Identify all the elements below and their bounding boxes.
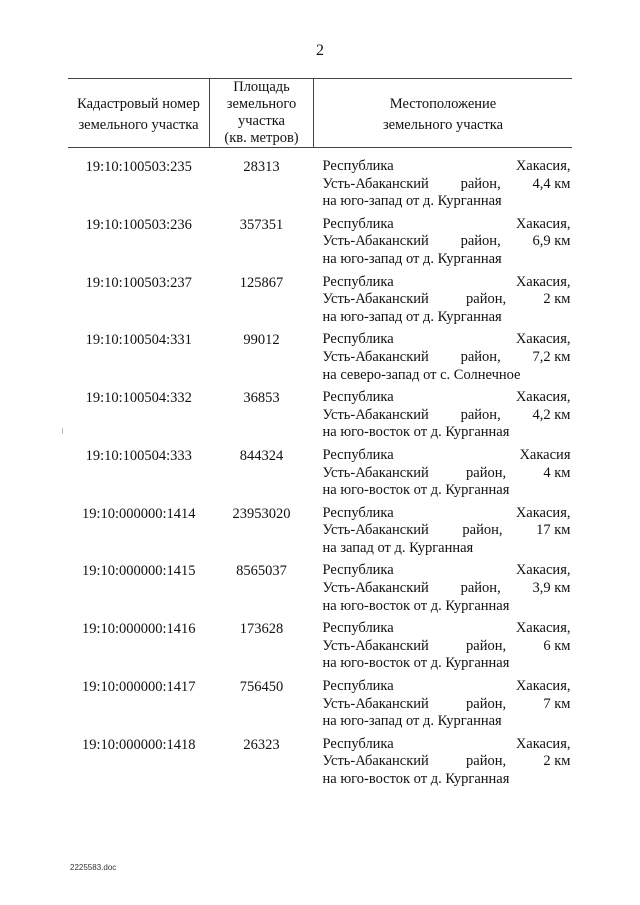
location-word: Усть-Абаканский: [322, 464, 429, 481]
header-line: земельного: [226, 96, 297, 112]
location-word: Республика: [322, 504, 394, 521]
location-word: 17 км: [536, 522, 571, 539]
cadastral-table: [68, 78, 572, 794]
location-word: Усть-Абаканский: [322, 637, 429, 654]
location-word: 6,9 км: [532, 233, 571, 250]
area-value: 844324: [239, 447, 284, 464]
location-word: Хакасия,: [515, 620, 571, 637]
location-line-3: на юго-запад от д. Курганная: [322, 713, 502, 730]
location-line-3: на запад от д. Курганная: [322, 539, 474, 556]
location-cell: [314, 447, 573, 505]
cadastral-number: 19:10:000000:1414: [81, 505, 196, 522]
location-word: Усть-Абаканский: [322, 348, 429, 365]
location-line-3: на юго-восток от д. Курганная: [322, 771, 510, 787]
header-line: участка: [237, 113, 285, 129]
location-cell: [314, 389, 573, 447]
cadastral-number: 19:10:000000:1415: [81, 563, 196, 580]
location-word: Республика: [322, 331, 394, 348]
location-word: район,: [462, 522, 503, 539]
table-row: [68, 389, 572, 447]
area-value: 36853: [243, 390, 280, 407]
header-line: Кадастровый номер: [77, 96, 200, 112]
area-value: 173628: [239, 621, 284, 638]
location-word: район,: [460, 175, 501, 192]
location-cell: [314, 562, 573, 620]
cadastral-number: 19:10:100504:333: [85, 447, 192, 464]
location-cell: [314, 505, 573, 563]
area-value: 357351: [239, 216, 284, 233]
location-line-1: [323, 562, 571, 580]
location-word: Республика: [322, 215, 394, 232]
location-word: район,: [466, 695, 507, 712]
location-word: Республика: [322, 389, 394, 406]
location-word: район,: [460, 580, 501, 597]
location-line-1: [323, 620, 571, 638]
location-cell: [314, 620, 573, 678]
header-area: [210, 79, 314, 148]
footer-filename: 2225583.doc: [70, 863, 117, 872]
header-line: земельного участка: [78, 117, 199, 133]
margin-mark: [62, 428, 63, 434]
location-word: Республика: [322, 158, 394, 174]
location-line-1: [323, 331, 571, 349]
location-line-1: [323, 736, 571, 754]
location-word: 6 км: [543, 637, 571, 654]
table-row: [68, 562, 572, 620]
location-line-3: на юго-запад от д. Курганная: [322, 250, 502, 267]
location-word: Республика: [322, 735, 394, 752]
location-word: район,: [466, 637, 507, 654]
location-line-2: [323, 233, 571, 251]
area-value: 8565037: [236, 563, 287, 580]
cadastral-number: 19:10:000000:1416: [81, 621, 196, 638]
header-line: земельного участка: [382, 117, 504, 133]
location-word: Хакасия,: [515, 735, 571, 752]
area-value: 125867: [239, 274, 284, 291]
table-row: [68, 447, 572, 505]
header-line: Местоположение: [389, 96, 497, 112]
table-row: [68, 620, 572, 678]
location-line-2: [323, 465, 571, 483]
header-cadastral-number: [68, 79, 210, 148]
cadastral-number: 19:10:100503:235: [85, 159, 192, 175]
location-word: 7 км: [543, 695, 571, 712]
location-word: Усть-Абаканский: [322, 175, 429, 192]
location-line-3: на юго-восток от д. Курганная: [322, 482, 510, 499]
location-word: Республика: [322, 562, 394, 579]
location-word: Усть-Абаканский: [322, 695, 429, 712]
location-word: район,: [460, 233, 501, 250]
table-row: [68, 274, 572, 332]
location-word: район,: [460, 406, 501, 423]
table-body: [68, 148, 572, 794]
location-line-1: [323, 505, 571, 523]
location-line-3: на юго-восток от д. Курганная: [322, 597, 510, 614]
location-word: 2 км: [543, 753, 571, 770]
location-word: Хакасия,: [515, 389, 571, 406]
location-line-1: [323, 274, 571, 292]
area-value: 28313: [243, 159, 280, 175]
location-line-3: на северо-запад от с. Солнечное: [322, 366, 521, 383]
location-word: 2 км: [543, 291, 571, 308]
location-line-2: [323, 349, 571, 367]
page-number: 2: [316, 42, 324, 59]
location-line-2: [323, 176, 571, 194]
location-line-3: на юго-восток от д. Курганная: [322, 424, 510, 441]
location-word: Усть-Абаканский: [322, 233, 429, 250]
location-word: Усть-Абаканский: [322, 522, 429, 539]
cadastral-number: 19:10:100504:331: [85, 332, 192, 349]
location-line-2: [323, 580, 571, 598]
location-word: Хакасия: [519, 446, 571, 463]
location-line-1: [323, 678, 571, 696]
location-line-2: [323, 522, 571, 540]
location-word: Республика: [322, 446, 394, 463]
location-line-1: [323, 389, 571, 407]
location-word: 4 км: [543, 464, 571, 481]
location-word: Республика: [322, 620, 394, 637]
location-line-2: [323, 638, 571, 656]
location-word: Хакасия,: [515, 331, 571, 348]
location-word: 4,4 км: [532, 175, 571, 192]
area-value: 99012: [243, 332, 280, 349]
location-word: район,: [466, 753, 507, 770]
location-word: район,: [466, 464, 507, 481]
location-line-3: на юго-запад от д. Курганная: [322, 193, 502, 210]
location-word: Усть-Абаканский: [322, 580, 429, 597]
location-word: Усть-Абаканский: [322, 406, 429, 423]
location-line-3: на юго-восток от д. Курганная: [322, 655, 510, 672]
location-word: Хакасия,: [515, 273, 571, 290]
location-line-2: [323, 407, 571, 425]
location-cell: [314, 216, 573, 274]
location-line-1: [323, 158, 571, 176]
location-line-2: [323, 291, 571, 309]
area-value: 26323: [243, 736, 280, 753]
location-word: Хакасия,: [515, 562, 571, 579]
location-word: Республика: [322, 678, 394, 695]
location-cell: [314, 678, 573, 736]
cadastral-number: 19:10:000000:1418: [81, 736, 196, 753]
table-row: [68, 158, 572, 216]
location-word: Республика: [322, 273, 394, 290]
location-word: Хакасия,: [515, 504, 571, 521]
area-value: 23953020: [232, 505, 291, 522]
location-line-1: [323, 447, 571, 465]
location-word: Усть-Абаканский: [322, 291, 429, 308]
location-cell: [314, 158, 573, 216]
table-row: [68, 505, 572, 563]
location-cell: [314, 736, 573, 794]
location-word: Хакасия,: [515, 158, 571, 174]
header-line: (кв. метров): [224, 130, 299, 146]
table-row: [68, 678, 572, 736]
location-word: Хакасия,: [515, 215, 571, 232]
table-row: [68, 331, 572, 389]
cadastral-number: 19:10:100504:332: [85, 390, 192, 407]
cadastral-number: 19:10:100503:237: [85, 274, 192, 291]
cadastral-number: 19:10:000000:1417: [81, 679, 196, 696]
table-header-row: [68, 79, 572, 148]
location-word: район,: [466, 291, 507, 308]
table-row: [68, 216, 572, 274]
location-line-2: [323, 753, 571, 771]
location-word: Усть-Абаканский: [322, 753, 429, 770]
location-cell: [314, 331, 573, 389]
cadastral-number: 19:10:100503:236: [85, 216, 192, 233]
location-word: 7,2 км: [532, 348, 571, 365]
table-row: [68, 736, 572, 794]
location-word: Хакасия,: [515, 678, 571, 695]
location-line-1: [323, 216, 571, 234]
header-line: Площадь: [233, 79, 290, 95]
location-cell: [314, 274, 573, 332]
location-line-2: [323, 696, 571, 714]
location-line-3: на юго-запад от д. Курганная: [322, 308, 502, 325]
header-location: [314, 79, 573, 148]
area-value: 756450: [239, 679, 284, 696]
location-word: район,: [460, 348, 501, 365]
location-word: 4,2 км: [532, 406, 571, 423]
location-word: 3,9 км: [532, 580, 571, 597]
